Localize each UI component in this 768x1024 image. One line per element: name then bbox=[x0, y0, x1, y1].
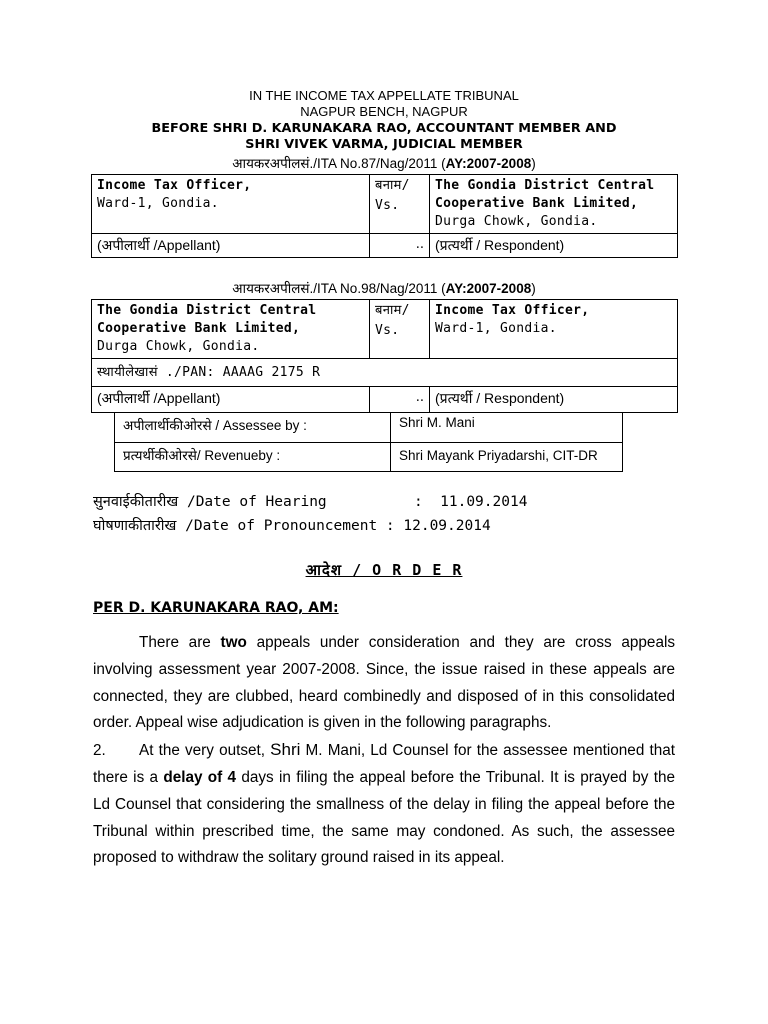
case2-vs-hindi: बनाम/ bbox=[375, 303, 410, 318]
case1-ita-prefix: आयकरअपीलसं./ITA No.87/Nag/2011 ( bbox=[232, 156, 446, 171]
para2-shri: Shri bbox=[270, 740, 301, 760]
bench-members-line1: BEFORE SHRI D. KARUNAKARA RAO, ACCOUNTANT MEMBER AND bbox=[151, 121, 617, 136]
para2-text-a: At the very outset, bbox=[139, 742, 271, 760]
case2-appellant-name-1: The Gondia District Central bbox=[97, 303, 317, 318]
case2-appellant-address: Durga Chowk, Gondia. bbox=[97, 339, 260, 354]
case2-vs: Vs. bbox=[375, 323, 400, 338]
order-title: आदेश / O R D E R bbox=[305, 561, 463, 579]
case2-vs-cell bbox=[370, 300, 430, 359]
case2-ita-number bbox=[0, 280, 768, 297]
revenue-label: प्रत्यर्थीकीओरसे/ Revenueby : bbox=[115, 442, 391, 471]
assessee-value: Shri M. Mani bbox=[391, 413, 623, 442]
bench-name: NAGPUR BENCH, NAGPUR bbox=[300, 104, 468, 119]
case1-ita-suffix: ) bbox=[531, 156, 536, 171]
para1-text-a: There are bbox=[139, 634, 221, 651]
case2-dots: .. bbox=[370, 387, 430, 413]
para2-text-b: M. Mani, Ld Counsel for the assessee mentioned that there is a bbox=[93, 742, 675, 786]
case2-ita-prefix: आयकरअपीलसं./ITA No.98/Nag/2011 ( bbox=[232, 281, 446, 296]
order-body bbox=[93, 630, 675, 872]
revenue-value: Shri Mayank Priyadarshi, CIT-DR bbox=[391, 442, 623, 471]
case1-respondent-address: Durga Chowk, Gondia. bbox=[435, 214, 598, 229]
case2-respondent-role: (प्रत्यर्थी / Respondent) bbox=[430, 387, 678, 413]
para2-text-c: days in filing the appeal before the Tribunal. It is prayed by the Ld Counsel that considering the smallness of the delay in filing the appeal before the Tribunal within prescribed time, the same may condoned. As such, the assessee proposed to withdraw the solitary ground raised in its appeal. bbox=[93, 768, 676, 867]
case1-ita-number bbox=[0, 155, 768, 172]
case1-appellant-role: (अपीलार्थी /Appellant) bbox=[92, 234, 370, 258]
case1-appellant-address: Ward-1, Gondia. bbox=[97, 196, 219, 211]
case1-parties-table bbox=[91, 174, 678, 258]
case2-ita-suffix: ) bbox=[531, 281, 536, 296]
case2-appellant-name-2: Cooperative Bank Limited, bbox=[97, 321, 301, 336]
case1-roles-row bbox=[92, 234, 678, 258]
para1-bold: two bbox=[220, 634, 247, 651]
case1-respondent-name-2: Cooperative Bank Limited, bbox=[435, 196, 639, 211]
case1-vs-cell bbox=[370, 175, 430, 234]
revenue-row bbox=[115, 442, 623, 471]
case1-appellant-name: Income Tax Officer, bbox=[97, 178, 252, 193]
case2-parties-row bbox=[92, 300, 678, 359]
paragraph-1 bbox=[93, 630, 675, 737]
case1-dots: .. bbox=[370, 234, 430, 258]
case2-appellant-role: (अपीलार्थी /Appellant) bbox=[92, 387, 370, 413]
case1-appellant-cell bbox=[92, 175, 370, 234]
bench-members-line2: SHRI VIVEK VARMA, JUDICIAL MEMBER bbox=[245, 137, 523, 152]
case1-vs-hindi: बनाम/ bbox=[375, 178, 410, 193]
case2-respondent-address: Ward-1, Gondia. bbox=[435, 321, 557, 336]
case2-appellant-cell bbox=[92, 300, 370, 359]
assessee-label: अपीलार्थीकीओरसे / Assessee by : bbox=[115, 413, 391, 442]
per-member-line: PER D. KARUNAKARA RAO, AM: bbox=[93, 600, 339, 616]
paragraph-2 bbox=[93, 737, 675, 872]
case1-respondent-cell bbox=[430, 175, 678, 234]
case1-vs: Vs. bbox=[375, 198, 400, 213]
para2-bold: delay of 4 bbox=[163, 768, 237, 786]
case2-parties-table bbox=[91, 299, 678, 413]
tribunal-title: IN THE INCOME TAX APPELLATE TRIBUNAL bbox=[249, 88, 519, 103]
case2-respondent-cell bbox=[430, 300, 678, 359]
para1-text-b: appeals under consideration and they are cross appeals involving assessment year 2007-2008. Since, the issue raised in these appeals are connected, they are clubbed, heard combinedly and disposed of in this consolidated order. Appeal wise adjudication is given in the following paragraphs. bbox=[93, 634, 675, 732]
case1-parties-row bbox=[92, 175, 678, 234]
case2-pan-row bbox=[92, 359, 678, 387]
case1-assessment-year: AY:2007-2008 bbox=[445, 156, 532, 171]
assessee-row bbox=[115, 413, 623, 442]
case2-respondent-name: Income Tax Officer, bbox=[435, 303, 590, 318]
para2-number: 2. bbox=[93, 742, 106, 760]
case2-pan: स्थायीलेखासं ./PAN: AAAAG 2175 R bbox=[92, 359, 678, 387]
date-of-pronouncement: घोषणाकीतारीख /Date of Pronouncement : 12.09.2014 bbox=[93, 518, 491, 534]
date-of-hearing: सुनवाईकीतारीख /Date of Hearing : 11.09.2014 bbox=[93, 494, 528, 510]
case1-respondent-name-1: The Gondia District Central bbox=[435, 178, 655, 193]
case2-roles-row bbox=[92, 387, 678, 413]
representation-table bbox=[114, 413, 623, 472]
case1-respondent-role: (प्रत्यर्थी / Respondent) bbox=[430, 234, 678, 258]
case2-assessment-year: AY:2007-2008 bbox=[445, 281, 532, 296]
